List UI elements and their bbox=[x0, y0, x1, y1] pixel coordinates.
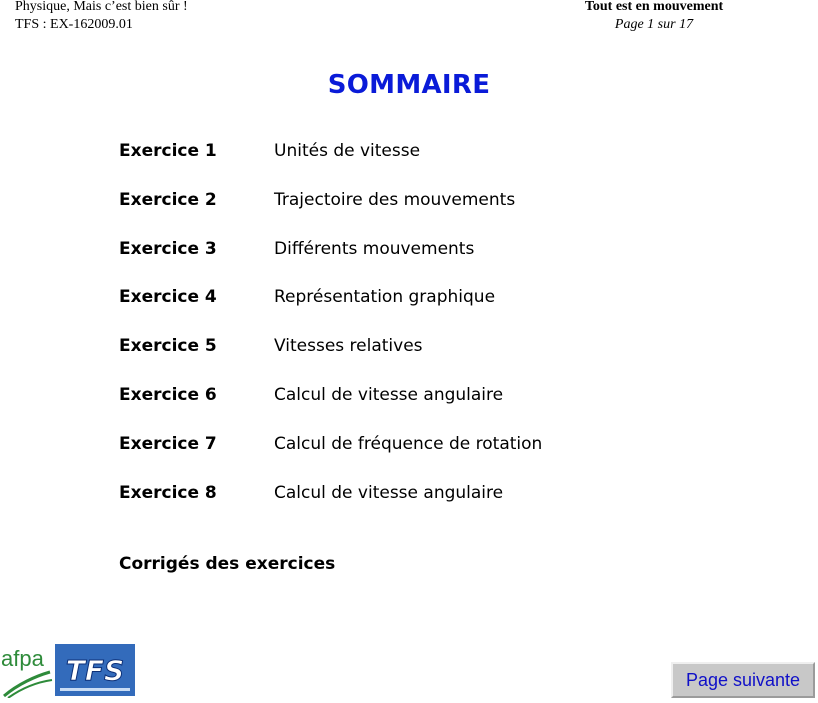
toc-exercise-link[interactable]: Exercice 7 bbox=[119, 433, 217, 454]
toc-exercise-description[interactable]: Trajectoire des mouvements bbox=[274, 189, 516, 210]
toc-row bbox=[119, 238, 679, 287]
toc-row bbox=[119, 384, 679, 433]
toc-exercise-description[interactable]: Représentation graphique bbox=[274, 287, 496, 308]
toc-exercise-description[interactable]: Calcul de vitesse angulaire bbox=[274, 384, 504, 405]
toc-row bbox=[119, 140, 679, 189]
toc-exercise-link[interactable]: Exercice 3 bbox=[119, 238, 217, 259]
toc-exercise-link[interactable]: Exercice 6 bbox=[119, 384, 217, 405]
toc-exercise-description[interactable]: Calcul de fréquence de rotation bbox=[274, 433, 543, 454]
header-left-line1: Physique, Mais c’est bien sûr ! bbox=[15, 0, 188, 14]
corrections-link[interactable]: Corrigés des exercices bbox=[119, 554, 336, 574]
toc-row bbox=[119, 286, 679, 335]
afpa-logo bbox=[0, 640, 140, 698]
toc-row bbox=[119, 189, 679, 238]
toc-row bbox=[119, 335, 679, 384]
header-page-number: Page 1 sur 17 bbox=[614, 17, 694, 32]
toc-exercise-description[interactable]: Différents mouvements bbox=[274, 238, 475, 259]
tfs-logo-text: TFS bbox=[65, 654, 125, 687]
toc-row bbox=[119, 482, 679, 531]
toc-exercise-link[interactable]: Exercice 8 bbox=[119, 482, 217, 503]
toc-exercise-link[interactable]: Exercice 1 bbox=[119, 141, 217, 161]
tfs-logo bbox=[55, 644, 135, 696]
header-left bbox=[15, 0, 188, 34]
logos bbox=[0, 640, 140, 698]
toc-exercise-link[interactable]: Exercice 4 bbox=[119, 287, 217, 308]
header-doc-title: Tout est en mouvement bbox=[584, 0, 724, 14]
page-title: SOMMAIRE bbox=[327, 70, 491, 100]
toc-exercise-link[interactable]: Exercice 5 bbox=[119, 336, 217, 357]
header-left-line2: TFS : EX-162009.01 bbox=[15, 17, 133, 32]
toc-row bbox=[119, 433, 679, 482]
toc-exercise-link[interactable]: Exercice 2 bbox=[119, 189, 217, 210]
table-of-contents bbox=[119, 140, 679, 530]
toc-exercise-description[interactable]: Vitesses relatives bbox=[274, 336, 423, 357]
toc-exercise-description[interactable]: Unités de vitesse bbox=[274, 141, 421, 161]
toc-exercise-description[interactable]: Calcul de vitesse angulaire bbox=[274, 482, 504, 503]
header-right bbox=[579, 0, 729, 34]
next-page-button[interactable]: Page suivante bbox=[671, 662, 815, 698]
afpa-logo-text: afpa bbox=[1, 646, 44, 671]
